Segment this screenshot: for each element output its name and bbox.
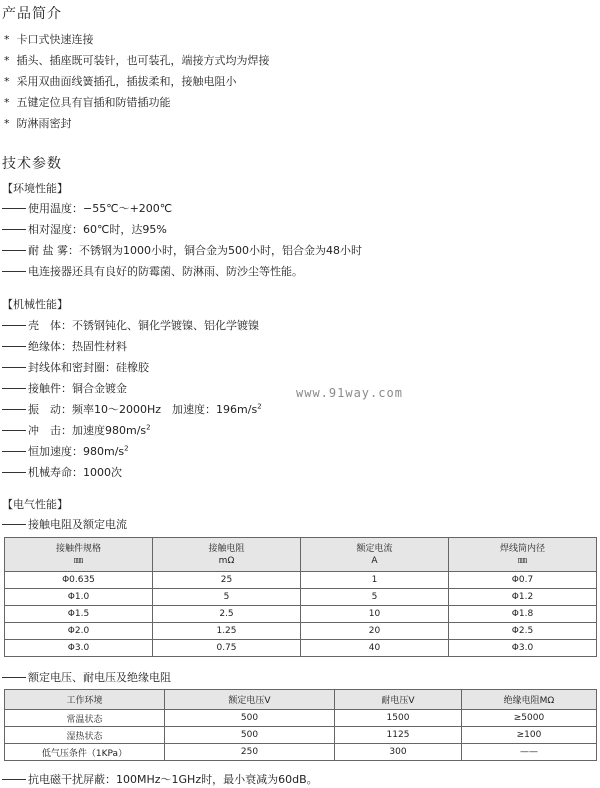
table-row: [5, 727, 597, 744]
dash-mark: [2, 208, 26, 209]
table-cell: 0.75: [153, 640, 301, 657]
table-cell: 2.5: [153, 606, 301, 623]
table-cell: ≥5000: [462, 710, 597, 727]
spec-line-text: 绝缘体：热固性材料: [28, 340, 127, 353]
table-cell: Φ1.0: [5, 589, 153, 606]
spec-line-text: 耐 盐 雾：不锈钢为1000小时，铜合金为500小时，铝合金为48小时: [28, 244, 362, 257]
spec-line-text: 恒加速度：980m/s: [28, 445, 125, 458]
spec-line-text: 机械寿命：1000次: [28, 466, 122, 479]
table-row: [5, 640, 597, 657]
table-cell: Φ2.0: [5, 623, 153, 640]
table1-title-text: 接触电阻及额定电流: [28, 518, 127, 531]
elec-header: 【电气性能】: [2, 498, 68, 511]
spec-line: [2, 464, 122, 480]
table-cell: 5: [153, 589, 301, 606]
table-cell: 1500: [335, 710, 462, 727]
spec-line: [2, 317, 259, 333]
spec-line-text: 相对湿度：60℃时，达95%: [28, 223, 167, 236]
dash-mark: [2, 472, 26, 473]
spec-line: [2, 401, 262, 417]
contact-resistance-table: [4, 537, 597, 657]
intro-item-text: 防淋雨密封: [16, 117, 72, 130]
table-cell: 1.25: [153, 623, 301, 640]
env-header: 【环境性能】: [2, 182, 68, 195]
superscript: 2: [124, 444, 129, 453]
intro-item: [4, 31, 94, 47]
table-header-row: [5, 538, 597, 572]
dash-mark: [2, 388, 26, 389]
table-row: [5, 572, 597, 589]
bullet-mark: *: [4, 96, 10, 109]
dash-mark: [2, 271, 26, 272]
intro-title: 产品简介: [2, 6, 62, 22]
dash-mark: [2, 250, 26, 251]
dash-mark: [2, 430, 26, 431]
intro-item: [4, 52, 270, 68]
emi-footer-text: 抗电磁干扰屏蔽：100MHz～1GHz时，最小衰减为60dB。: [28, 773, 318, 786]
spec-line-text: 振 动：频率10～2000Hz 加速度：196m/s: [28, 403, 258, 416]
table-cell: 10: [301, 606, 449, 623]
table-header-cell: 接触电阻 mΩ: [153, 538, 301, 572]
table-header-cell: 额定电压V: [165, 690, 335, 710]
table-cell: 500: [165, 710, 335, 727]
table-cell: ——: [462, 744, 597, 761]
table-cell: 1125: [335, 727, 462, 744]
table-cell: Φ3.0: [5, 640, 153, 657]
dash-mark: [2, 524, 26, 525]
spec-line-text: 使用温度：−55℃～+200℃: [28, 202, 173, 215]
dash-mark: [2, 229, 26, 230]
table-row: [5, 589, 597, 606]
table-header-cell: 接触件规格 ㎜: [5, 538, 153, 572]
dash-mark: [2, 409, 26, 410]
bullet-mark: *: [4, 54, 10, 67]
spec-line: [2, 242, 362, 258]
spec-line: [2, 338, 127, 354]
bullet-mark: *: [4, 33, 10, 46]
table-header-cell: 额定电流 A: [301, 538, 449, 572]
dash-mark: [2, 779, 26, 780]
spec-line-text: 封线体和密封圈：硅橡胶: [28, 361, 149, 374]
table-cell: 湿热状态: [5, 727, 165, 744]
spec-line-text: 接触件：铜合金镀金: [28, 382, 127, 395]
table-cell: 1: [301, 572, 449, 589]
table2-title: [2, 669, 171, 685]
table-row: [5, 606, 597, 623]
spec-line-text: 壳 体：不锈钢钝化、铜化学镀镍、铝化学镀镍: [28, 319, 259, 332]
mech-header: 【机械性能】: [2, 298, 68, 311]
table-cell: ≥100: [462, 727, 597, 744]
table-cell: 250: [165, 744, 335, 761]
bullet-mark: *: [4, 117, 10, 130]
spec-line: [2, 221, 167, 237]
specs-title: 技术参数: [2, 156, 62, 172]
bullet-mark: *: [4, 75, 10, 88]
table-cell: 500: [165, 727, 335, 744]
table-header-cell: 工作环境: [5, 690, 165, 710]
intro-item-text: 插头、插座既可装针，也可装孔，端接方式均为焊接: [16, 54, 270, 67]
dash-mark: [2, 677, 26, 678]
intro-item-text: 采用双曲面线簧插孔，插拔柔和，接触电阻小: [16, 75, 237, 88]
table-row: [5, 744, 597, 761]
table-header-cell: 焊线筒内径 ㎜: [449, 538, 597, 572]
intro-item-text: 五键定位具有盲插和防错插功能: [16, 96, 171, 109]
table-cell: Φ1.5: [5, 606, 153, 623]
table-cell: Φ1.8: [449, 606, 597, 623]
spec-line: [2, 380, 127, 396]
table-cell: Φ0.7: [449, 572, 597, 589]
table-cell: Φ3.0: [449, 640, 597, 657]
dash-mark: [2, 346, 26, 347]
dash-mark: [2, 367, 26, 368]
table-cell: Φ2.5: [449, 623, 597, 640]
spec-line: [2, 422, 151, 438]
table-header-row: [5, 690, 597, 710]
intro-item-text: 卡口式快速连接: [16, 33, 94, 46]
table-cell: 20: [301, 623, 449, 640]
intro-item: [4, 73, 237, 89]
table-cell: 300: [335, 744, 462, 761]
table-cell: 40: [301, 640, 449, 657]
table-header-cell: 耐电压V: [335, 690, 462, 710]
spec-line-text: 电连接器还具有良好的防霉菌、防淋雨、防沙尘等性能。: [28, 265, 303, 278]
watermark-text: www.91way.com: [296, 386, 403, 400]
spec-line: [2, 359, 149, 375]
superscript: 2: [257, 402, 262, 411]
table1-title: [2, 516, 127, 532]
spec-line-text: 冲 击：加速度980m/s: [28, 424, 147, 437]
table-row: [5, 710, 597, 727]
table2-title-text: 额定电压、耐电压及绝缘电阻: [28, 671, 171, 684]
table-cell: 25: [153, 572, 301, 589]
dash-mark: [2, 325, 26, 326]
voltage-insulation-table: [4, 689, 597, 761]
table-cell: 5: [301, 589, 449, 606]
emi-footer: [2, 771, 318, 787]
table-cell: Φ0.635: [5, 572, 153, 589]
dash-mark: [2, 451, 26, 452]
spec-line: [2, 200, 172, 216]
spec-line: [2, 443, 129, 459]
table-row: [5, 623, 597, 640]
intro-item: [4, 115, 72, 131]
table-cell: 低气压条件（1KPa）: [5, 744, 165, 761]
intro-item: [4, 94, 171, 110]
spec-line: [2, 263, 303, 279]
table-cell: Φ1.2: [449, 589, 597, 606]
table-cell: 常温状态: [5, 710, 165, 727]
superscript: 2: [146, 423, 151, 432]
table-header-cell: 绝缘电阻MΩ: [462, 690, 597, 710]
